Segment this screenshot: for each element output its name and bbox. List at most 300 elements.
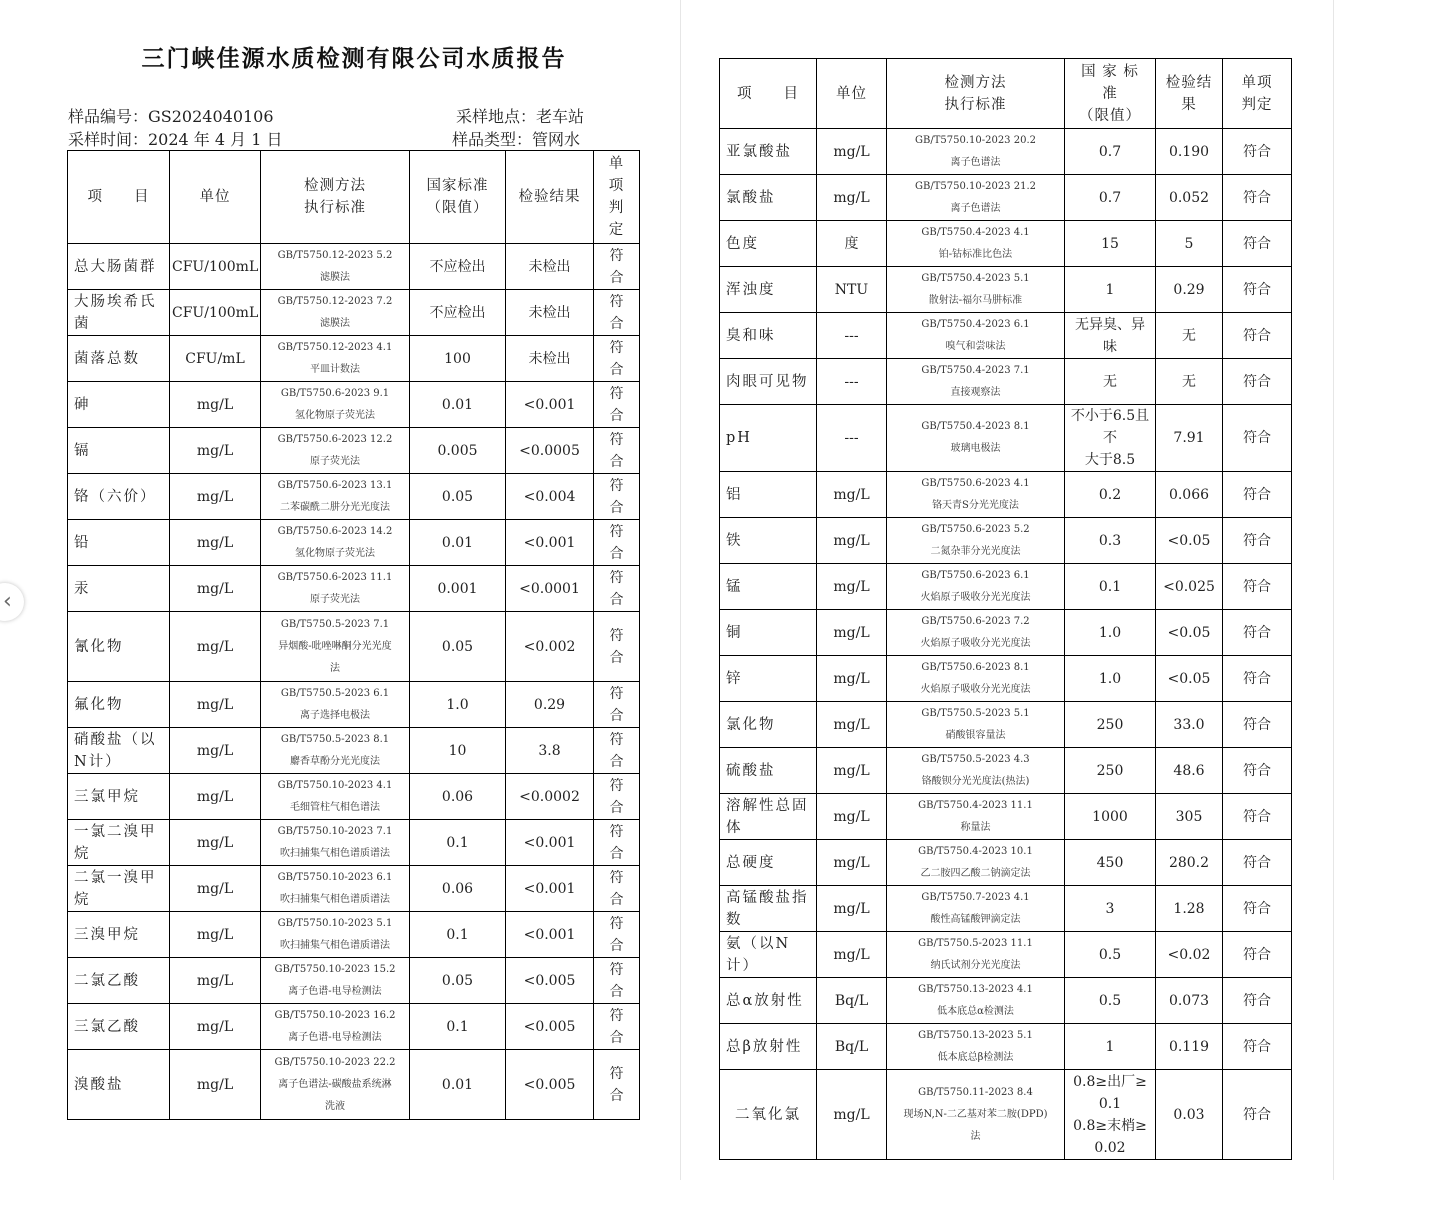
method-line: GB/T5750.5-2023 6.1 [280,687,390,699]
standard-cell: 0.1 [410,820,506,866]
standard-line: 0.5 [1098,946,1122,963]
method-cell [261,244,410,290]
judge-cell: 符合 [1223,978,1292,1024]
judge-char: 合 [609,891,624,908]
method-line: GB/T5750.10-2023 4.1 [277,779,393,791]
standard-cell [1065,702,1156,748]
method-line: 氢化物原子荧光法 [295,409,375,421]
standard-cell [1065,886,1156,932]
standard-line: 450 [1096,854,1124,871]
item-cell: 铬（六价） [68,474,170,520]
header-item: 项 目 [720,59,817,129]
table-row [720,313,1292,359]
result-cell: 1.28 [1156,886,1223,932]
judge-char: 合 [609,845,624,862]
table-row [68,728,640,774]
item-cell: 总β放射性 [720,1024,817,1070]
header-standard [410,151,506,244]
result-cell: 无 [1156,359,1223,405]
standard-cell: 0.001 [410,566,506,612]
table-row [720,359,1292,405]
method-cell [261,774,410,820]
judge-char: 符 [609,569,624,586]
standard-line: 1.0 [1098,624,1122,641]
item-cell: 肉眼可见物 [720,359,817,405]
standard-cell [1065,405,1156,472]
item-cell: 臭和味 [720,313,817,359]
method-line: 玻璃电极法 [950,443,1001,454]
result-cell: 0.190 [1156,129,1223,175]
sample-site: 采样地点：老车站 [456,107,585,126]
standard-cell: 0.1 [410,1004,506,1050]
item-cell: 硝酸盐（以N计） [68,728,170,774]
method-line: 现场N,N-二乙基对苯二胺(DPD) [903,1108,1048,1120]
item-cell: 铁 [720,518,817,564]
standard-line: 大于8.5 [1084,452,1136,468]
item-cell: 氰化物 [68,612,170,682]
method-cell [887,1070,1065,1160]
result-cell: 0.03 [1156,1070,1223,1160]
result-cell: <0.0001 [506,566,594,612]
header-result [1156,59,1223,129]
method-line: 离子选择电极法 [300,709,370,721]
standard-line: 不小于6.5且不 [1070,408,1150,446]
result-cell: <0.001 [506,382,594,428]
table-header-row [68,151,640,244]
method-line: GB/T5750.5-2023 11.1 [918,937,1033,949]
result-cell: 无 [1156,313,1223,359]
method-line: 离子色谱-电导检测法 [288,1031,382,1043]
item-cell: 砷 [68,382,170,428]
method-line: 纳氏试剂分光光度法 [930,959,1021,971]
header-method [261,151,410,244]
table-row [68,682,640,728]
item-cell: 二氯乙酸 [68,958,170,1004]
standard-cell: 0.06 [410,774,506,820]
unit-cell: mg/L [817,886,887,932]
item-cell: 溴酸盐 [68,1050,170,1120]
standard-line: 无 [1103,373,1117,390]
method-line: GB/T5750.10-2023 20.2 [914,134,1036,146]
header-unit: 单位 [170,151,261,244]
table-row [720,702,1292,748]
method-cell [887,221,1065,267]
method-cell [887,840,1065,886]
standard-cell: 不应检出 [410,290,506,336]
table-row [720,129,1292,175]
unit-cell: mg/L [817,794,887,840]
method-line: GB/T5750.6-2023 14.2 [277,525,393,537]
standard-line: 1 [1105,1038,1115,1055]
item-cell: 三溴甲烷 [68,912,170,958]
method-line: GB/T5750.4-2023 7.1 [921,364,1030,376]
table-row [68,1004,640,1050]
chevron-left-icon: ‹ [3,589,12,614]
header-judge-line: 判定 [1241,96,1273,113]
standard-cell [1065,656,1156,702]
method-cell [887,1024,1065,1070]
judge-char: 符 [609,1007,624,1024]
method-line: 二氮杂菲分光光度法 [930,545,1021,557]
unit-cell: mg/L [170,1050,261,1120]
standard-line: 0.1 [1098,578,1122,595]
table-row [720,840,1292,886]
judge-cell [594,1004,640,1050]
method-line: 麝香草酚分光光度法 [290,755,380,767]
standard-cell [1065,748,1156,794]
method-cell [261,474,410,520]
standard-cell: 0.05 [410,612,506,682]
result-cell: 33.0 [1156,702,1223,748]
judge-cell [594,290,640,336]
standard-cell [1065,840,1156,886]
unit-cell: mg/L [170,428,261,474]
standard-cell [1065,129,1156,175]
judge-cell [594,866,640,912]
unit-cell: CFU/mL [170,336,261,382]
judge-char: 符 [609,477,624,494]
judge-cell [594,682,640,728]
table-row [720,794,1292,840]
standard-line: 1.0 [1098,670,1122,687]
method-cell [261,728,410,774]
result-cell: 48.6 [1156,748,1223,794]
table-row [720,267,1292,313]
sample-time: 采样时间：2024 年 4 月 1 日 [68,130,283,149]
method-cell [887,129,1065,175]
table-row [68,612,640,682]
method-cell [887,267,1065,313]
judge-cell: 符合 [1223,405,1292,472]
method-line: GB/T5750.4-2023 11.1 [918,799,1033,811]
unit-cell: mg/L [170,682,261,728]
item-cell: 铜 [720,610,817,656]
method-line: GB/T5750.10-2023 21.2 [914,180,1036,192]
result-cell: 0.073 [1156,978,1223,1024]
standard-cell [1065,472,1156,518]
standard-line: 3 [1105,900,1115,917]
judge-cell [594,566,640,612]
header-judge [1223,59,1292,129]
method-cell [887,978,1065,1024]
method-line: GB/T5750.10-2023 15.2 [274,963,396,975]
header-method-line: 执行标准 [944,96,1007,113]
header-judge-char: 项 [608,178,625,194]
judge-char: 符 [609,731,624,748]
judge-char: 合 [609,315,624,332]
table-row [720,886,1292,932]
method-line: GB/T5750.10-2023 7.1 [277,825,393,837]
standard-cell [1065,1070,1156,1160]
unit-cell: Bq/L [817,1024,887,1070]
standard-cell: 1.0 [410,682,506,728]
judge-cell: 符合 [1223,610,1292,656]
standard-cell [1065,610,1156,656]
table-row [68,474,640,520]
method-line: 异烟酸-吡唑啉酮分光光度 [278,640,392,652]
item-cell: 浑浊度 [720,267,817,313]
method-line: 火焰原子吸收分光光度法 [920,683,1031,695]
result-cell: <0.005 [506,958,594,1004]
method-line: 氢化物原子荧光法 [295,547,375,559]
method-line: 称量法 [960,821,991,833]
method-cell [887,610,1065,656]
method-cell [887,564,1065,610]
result-cell: 0.29 [506,682,594,728]
unit-cell: mg/L [170,912,261,958]
result-cell: <0.001 [506,820,594,866]
standard-line: 0.2 [1098,486,1122,503]
method-line: 滤膜法 [320,271,350,283]
judge-cell: 符合 [1223,564,1292,610]
unit-cell: --- [817,313,887,359]
method-cell [887,359,1065,405]
method-cell [261,958,410,1004]
method-cell [261,912,410,958]
table-row [68,820,640,866]
method-line: 火焰原子吸收分光光度法 [920,637,1031,649]
result-cell: 5 [1156,221,1223,267]
unit-cell: mg/L [170,958,261,1004]
standard-line: 0.02 [1094,1139,1126,1156]
table-row [720,518,1292,564]
method-line: GB/T5750.5-2023 8.1 [280,733,390,745]
unit-cell: mg/L [170,820,261,866]
method-cell [887,886,1065,932]
method-line: GB/T5750.5-2023 7.1 [280,618,390,630]
unit-cell: mg/L [817,564,887,610]
method-line: 离子色谱-电导检测法 [288,985,382,997]
standard-cell [1065,1024,1156,1070]
table-header-row [720,59,1292,129]
standard-line: 1 [1105,281,1115,298]
unit-cell: mg/L [170,728,261,774]
method-line: GB/T5750.6-2023 13.1 [277,479,393,491]
method-cell [887,518,1065,564]
judge-char: 符 [609,247,624,264]
judge-cell: 符合 [1223,175,1292,221]
standard-cell [1065,175,1156,221]
judge-cell: 符合 [1223,794,1292,840]
item-cell: 氯化物 [720,702,817,748]
table-row [720,656,1292,702]
item-cell: 大肠埃希氏菌 [68,290,170,336]
judge-char: 合 [609,591,624,608]
method-line: 二苯碳酰二肼分光光度法 [280,501,390,513]
method-line: GB/T5750.4-2023 4.1 [921,226,1030,238]
method-line: 酸性高锰酸钾滴定法 [930,913,1021,925]
header-standard-line: （限值） [1079,107,1141,124]
method-line: 法 [970,1130,981,1142]
header-method-line: 检测方法 [304,178,366,194]
judge-char: 合 [609,453,624,470]
item-cell: pH [720,405,817,472]
unit-cell: mg/L [817,840,887,886]
method-line: GB/T5750.7-2023 4.1 [921,891,1030,903]
standard-cell: 100 [410,336,506,382]
method-line: GB/T5750.10-2023 22.2 [274,1056,396,1068]
standard-cell [1065,518,1156,564]
judge-cell [594,820,640,866]
unit-cell: mg/L [817,932,887,978]
method-line: 洗液 [325,1100,345,1112]
method-line: 吹扫捕集气相色谱质谱法 [280,893,390,905]
method-cell [261,520,410,566]
item-cell: 总硬度 [720,840,817,886]
method-line: GB/T5750.4-2023 8.1 [921,421,1030,432]
judge-cell: 符合 [1223,932,1292,978]
method-cell [887,175,1065,221]
table-row [720,405,1292,472]
method-line: 离子色谱法-碳酸盐系统淋 [278,1078,392,1090]
standard-cell: 0.01 [410,1050,506,1120]
table-row [720,610,1292,656]
unit-cell: mg/L [817,472,887,518]
header-standard-line: 国家标准 [426,178,489,194]
method-cell [261,866,410,912]
result-cell: 未检出 [506,290,594,336]
method-cell [887,702,1065,748]
table-row [68,912,640,958]
method-cell [261,428,410,474]
method-cell [261,612,410,682]
judge-cell [594,774,640,820]
unit-cell: mg/L [817,702,887,748]
judge-char: 符 [609,385,624,402]
report-page-left [0,0,680,1180]
judge-cell: 符合 [1223,129,1292,175]
table-row [68,866,640,912]
item-cell: 氟化物 [68,682,170,728]
result-cell: <0.02 [1156,932,1223,978]
method-line: GB/T5750.4-2023 6.1 [921,318,1030,330]
method-line: 平皿计数法 [310,363,360,375]
judge-cell: 符合 [1223,840,1292,886]
result-cell: <0.001 [506,520,594,566]
standard-cell: 0.01 [410,520,506,566]
unit-cell: mg/L [170,520,261,566]
method-line: GB/T5750.6-2023 9.1 [280,387,390,399]
table-row [68,290,640,336]
method-line: GB/T5750.10-2023 5.1 [277,917,393,929]
judge-char: 符 [609,961,624,978]
result-cell: <0.001 [506,912,594,958]
standard-line: 味 [1103,338,1117,355]
standard-line: 0.8≥出厂≥ [1073,1073,1147,1090]
header-result-line: 果 [1181,96,1197,113]
method-cell [887,313,1065,359]
judge-cell: 符合 [1223,748,1292,794]
result-cell: 0.066 [1156,472,1223,518]
unit-cell: mg/L [817,129,887,175]
standard-cell: 0.005 [410,428,506,474]
unit-cell: mg/L [170,1004,261,1050]
results-table-right [719,58,1292,1160]
judge-cell [594,1050,640,1120]
item-cell: 三氯乙酸 [68,1004,170,1050]
judge-cell: 符合 [1223,1070,1292,1160]
judge-cell: 符合 [1223,656,1292,702]
standard-cell [1065,221,1156,267]
standard-line: 250 [1096,762,1124,779]
judge-cell: 符合 [1223,267,1292,313]
table-row [68,520,640,566]
table-row [68,244,640,290]
table-row [68,336,640,382]
item-cell: 锌 [720,656,817,702]
standard-cell: 0.01 [410,382,506,428]
standard-cell: 0.06 [410,866,506,912]
standard-line: 无异臭、异 [1075,316,1145,333]
unit-cell: mg/L [170,474,261,520]
method-line: 铬酸钡分光光度法(热法) [921,775,1030,787]
judge-cell [594,428,640,474]
header-result: 检验结果 [506,151,594,244]
method-line: GB/T5750.6-2023 4.1 [921,477,1030,489]
item-cell: 镉 [68,428,170,474]
method-line: GB/T5750.6-2023 11.1 [277,571,393,583]
unit-cell: mg/L [817,1070,887,1160]
method-line: GB/T5750.10-2023 16.2 [274,1009,396,1021]
result-cell: <0.025 [1156,564,1223,610]
item-cell: 汞 [68,566,170,612]
method-cell [261,820,410,866]
standard-cell: 不应检出 [410,244,506,290]
method-line: GB/T5750.12-2023 7.2 [277,295,393,307]
result-cell: 未检出 [506,244,594,290]
table-row [720,175,1292,221]
judge-char: 符 [609,777,624,794]
standard-cell: 0.05 [410,958,506,1004]
method-line: 吹扫捕集气相色谱质谱法 [280,939,390,951]
item-cell: 锰 [720,564,817,610]
judge-char: 符 [609,915,624,932]
method-line: GB/T5750.4-2023 10.1 [918,845,1033,857]
judge-char: 合 [609,269,624,286]
method-line: GB/T5750.6-2023 6.1 [921,569,1030,581]
judge-cell [594,520,640,566]
method-line: 硝酸银容量法 [945,729,1006,741]
result-cell: 305 [1156,794,1223,840]
result-cell: 0.119 [1156,1024,1223,1070]
method-cell [887,932,1065,978]
method-cell [887,748,1065,794]
standard-cell [1065,359,1156,405]
method-line: GB/T5750.12-2023 4.1 [277,341,393,353]
judge-cell [594,912,640,958]
sample-number: 样品编号：GS2024040106 [68,107,274,126]
unit-cell: mg/L [817,748,887,794]
header-judge-char: 判 [608,200,625,216]
method-line: 离子色谱法 [950,156,1001,168]
judge-char: 符 [609,431,624,448]
table-row [720,1070,1292,1160]
standard-cell: 10 [410,728,506,774]
judge-cell: 符合 [1223,702,1292,748]
unit-cell: mg/L [170,866,261,912]
judge-char: 合 [609,1087,624,1104]
item-cell: 菌落总数 [68,336,170,382]
judge-char: 合 [609,707,624,724]
unit-cell: mg/L [817,610,887,656]
table-row [68,1050,640,1120]
judge-cell: 符合 [1223,886,1292,932]
method-cell [261,290,410,336]
table-row [68,428,640,474]
method-line: GB/T5750.5-2023 5.1 [921,707,1030,719]
result-cell: 0.29 [1156,267,1223,313]
method-cell [887,472,1065,518]
